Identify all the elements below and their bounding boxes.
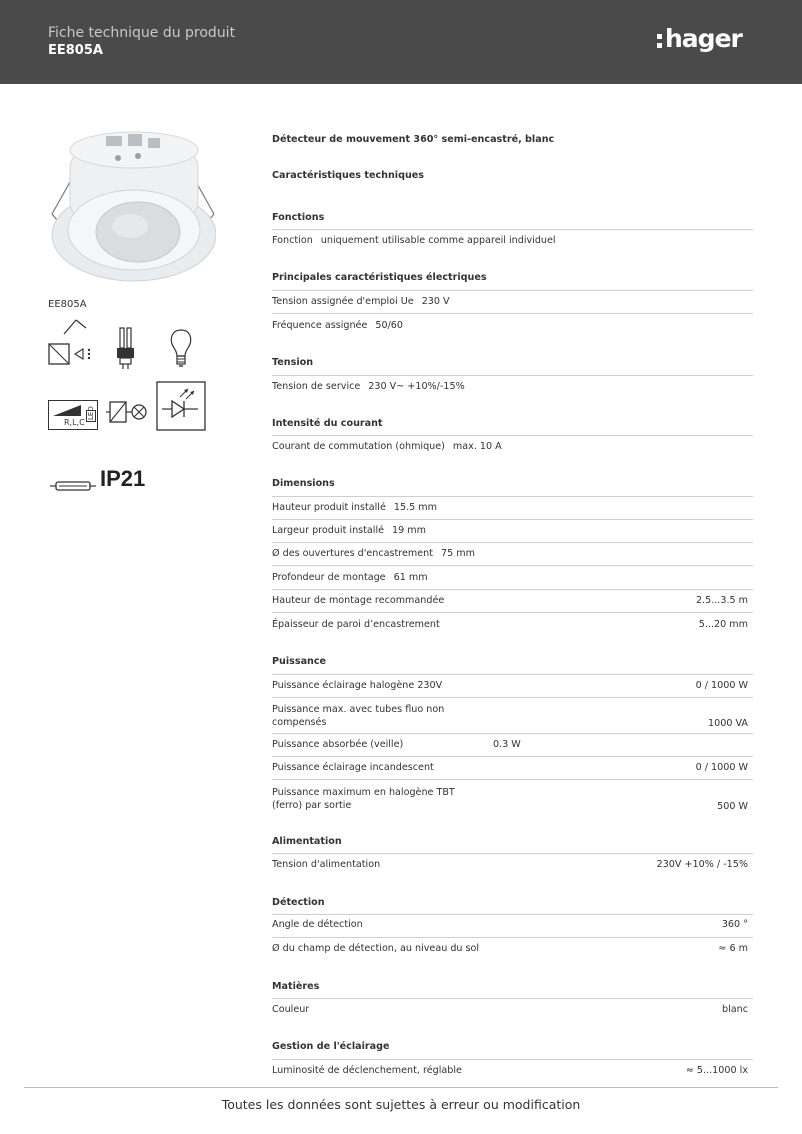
spec-row xyxy=(272,1065,753,1076)
spec-row xyxy=(272,525,753,536)
spec-label: Couleur xyxy=(272,1004,310,1015)
divider xyxy=(272,697,753,698)
spec-label: Puissance max. avec tubes fluo non compensés xyxy=(272,704,445,728)
spec-label: Puissance éclairage halogène 230V xyxy=(272,680,443,691)
spec-label: Ø des ouvertures d'encastrement xyxy=(272,548,433,559)
relay-load-icon xyxy=(104,398,150,426)
spec-row xyxy=(272,296,753,307)
spec-value: 19 mm xyxy=(392,525,426,536)
divider xyxy=(272,998,753,999)
divider xyxy=(272,290,753,291)
spec-label: Luminosité de déclenchement, réglable xyxy=(272,1065,462,1076)
section-heading-dimensions: Dimensions xyxy=(272,478,335,489)
spec-row xyxy=(272,1004,753,1015)
spec-value: 0 / 1000 W xyxy=(695,762,748,773)
spec-label: Hauteur de montage recommandée xyxy=(272,595,445,606)
page-header xyxy=(0,0,802,84)
spec-label: Tension d'alimentation xyxy=(272,859,381,870)
section-heading-electriques: Principales caractéristiques électriques xyxy=(272,272,487,283)
spec-value: 0.3 W xyxy=(493,739,521,750)
spec-row xyxy=(272,548,753,559)
hager-logo xyxy=(657,24,742,53)
divider xyxy=(272,229,753,230)
spec-label: Puissance éclairage incandescent xyxy=(272,762,434,773)
section-heading-puissance: Puissance xyxy=(272,656,327,667)
spec-value: 500 W xyxy=(717,801,748,812)
divider xyxy=(272,756,753,757)
spec-row xyxy=(272,786,753,812)
spec-label: Fréquence assignée xyxy=(272,320,368,331)
spec-label: Puissance maximum en halogène TBT (ferro) par sortie xyxy=(272,787,455,811)
spec-value: 1000 VA xyxy=(708,718,748,729)
spec-value: 2.5...3.5 m xyxy=(695,595,748,606)
spec-row xyxy=(272,320,753,331)
spec-value: 230 V xyxy=(421,296,450,307)
spec-value: 75 mm xyxy=(441,548,475,559)
divider xyxy=(272,565,753,566)
spec-label: Profondeur de montage xyxy=(272,572,386,583)
product-title: Détecteur de mouvement 360° semi-encastré, blanc xyxy=(272,134,555,145)
spec-row xyxy=(272,235,753,246)
spec-row xyxy=(272,943,753,954)
spec-value: 61 mm xyxy=(393,572,428,583)
section-heading-fonctions: Fonctions xyxy=(272,212,325,223)
spec-label: Puissance absorbée (veille) xyxy=(272,739,404,750)
spec-label: Hauteur produit installé xyxy=(272,502,386,513)
brand-name: hager xyxy=(665,24,742,53)
section-heading-eclairage: Gestion de l'éclairage xyxy=(272,1041,390,1052)
spec-row xyxy=(272,703,753,729)
divider xyxy=(272,542,753,543)
spec-value: uniquement utilisable comme appareil individuel xyxy=(320,235,556,246)
spec-value: 15.5 mm xyxy=(393,502,437,513)
divider xyxy=(272,674,753,675)
spec-value: 230 V~ +10%/-15% xyxy=(368,381,465,392)
divider xyxy=(272,779,753,780)
divider xyxy=(272,937,753,938)
spec-value: ≈ 6 m xyxy=(718,943,748,954)
spec-label: Ø du champ de détection, au niveau du sol xyxy=(272,943,480,954)
tech-heading: Caractéristiques techniques xyxy=(272,170,425,181)
divider xyxy=(272,589,753,590)
spec-value: 360 ° xyxy=(721,919,748,930)
spec-row xyxy=(272,502,753,513)
incandescent-bulb-icon xyxy=(168,328,194,370)
divider xyxy=(272,914,753,915)
section-heading-alimentation: Alimentation xyxy=(272,836,342,847)
spec-row xyxy=(272,859,753,870)
spec-label: Fonction xyxy=(272,235,313,246)
sheet-subtitle: Fiche technique du produit xyxy=(48,25,236,41)
fluorescent-lamp-icon xyxy=(114,326,140,370)
spec-value: ≈ 5...1000 lx xyxy=(685,1065,748,1076)
section-heading-intensite: Intensité du courant xyxy=(272,418,383,429)
section-heading-tension: Tension xyxy=(272,357,314,368)
detector-symbol-icon xyxy=(48,318,94,368)
spec-value: 5...20 mm xyxy=(698,619,748,630)
footer-disclaimer: Toutes les données sont sujettes à erreur ou modification xyxy=(221,1097,581,1112)
divider xyxy=(272,313,753,314)
spec-label: Épaisseur de paroi d’encastrement xyxy=(272,619,440,630)
spec-row xyxy=(272,572,753,583)
spec-value: 50/60 xyxy=(375,320,404,331)
spec-value: blanc xyxy=(722,1004,748,1015)
rlc-label: R,L,C xyxy=(64,418,85,427)
spec-value: 0 / 1000 W xyxy=(695,680,748,691)
led-label: LED xyxy=(87,406,95,420)
ip-rating-label: IP21 xyxy=(100,466,146,491)
spec-row xyxy=(272,762,753,773)
spec-value: 230V +10% / -15% xyxy=(656,859,748,870)
divider xyxy=(272,435,753,436)
dimmer-rlc-led-icon xyxy=(48,400,98,430)
footer-divider xyxy=(24,1087,778,1088)
spec-row xyxy=(272,441,753,452)
ramp-icon xyxy=(51,403,83,417)
spec-label: Tension de service xyxy=(272,381,361,392)
divider xyxy=(272,496,753,497)
product-ref-label: EE805A xyxy=(48,299,87,310)
spec-label: Tension assignée d'emploi Ue xyxy=(272,296,414,307)
divider xyxy=(272,1059,753,1060)
spec-row xyxy=(272,739,753,750)
spec-row xyxy=(272,381,753,392)
product-image xyxy=(48,130,216,285)
spec-row xyxy=(272,619,753,630)
spec-row xyxy=(272,919,753,930)
section-heading-matieres: Matières xyxy=(272,981,320,992)
section-heading-detection: Détection xyxy=(272,897,325,908)
divider xyxy=(272,519,753,520)
led-diode-icon xyxy=(156,381,206,431)
divider xyxy=(272,375,753,376)
product-reference: EE805A xyxy=(48,43,103,58)
spec-row xyxy=(272,595,753,606)
spec-value: max. 10 A xyxy=(452,441,502,452)
halogen-tube-icon xyxy=(50,480,96,492)
divider xyxy=(272,733,753,734)
divider xyxy=(272,853,753,854)
spec-label: Largeur produit installé xyxy=(272,525,385,536)
spec-label: Courant de commutation (ohmique) xyxy=(272,441,445,452)
spec-label: Angle de détection xyxy=(272,919,363,930)
spec-row xyxy=(272,680,753,691)
divider xyxy=(272,612,753,613)
